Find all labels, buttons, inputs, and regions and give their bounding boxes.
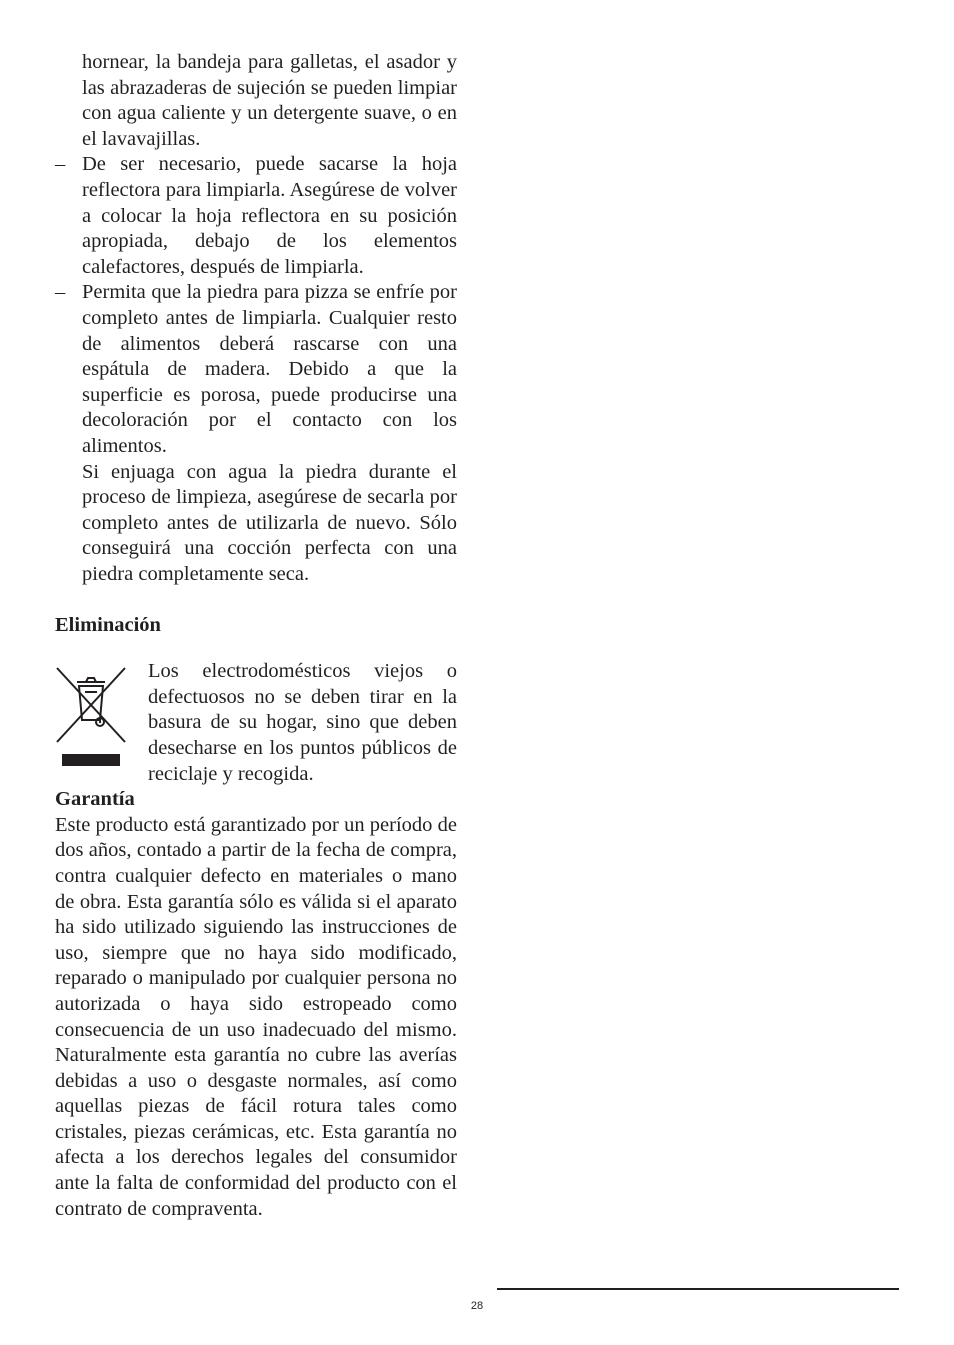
bullet-pizza-stone (55, 280, 457, 459)
bullet-text: De ser necesario, puede sacarse la hoja reflectora para limpiarla. Asegúrese de volver a colocar la hoja reflectora en su posición apropiada, debajo de los elementos calefactores, después de limpiarla. (82, 153, 457, 278)
disposal-section (55, 659, 457, 787)
cleaning-continuation-paragraph: hornear, la bandeja para galletas, el asador y las abrazaderas de sujeción se pueden limpiar con agua caliente y un detergente suave, o en el lavavajillas. (82, 51, 457, 150)
bullet-dash: – (55, 281, 66, 304)
bullet-text: Permita que la piedra para pizza se enfríe por completo antes de limpiarla. Cualquier resto de alimentos deberá rascarse con una espátula de madera. Debido a que la superficie es porosa, puede producirse una decoloración por el contacto con los alimentos. (82, 281, 457, 457)
disposal-heading: Eliminación (55, 614, 161, 637)
crossed-out-wheelie-bin-icon (55, 662, 127, 770)
footer-rule (497, 1288, 899, 1290)
warranty-heading: Garantía (55, 788, 135, 811)
bullet-reflector-sheet (55, 152, 457, 280)
disposal-text: Los electrodomésticos viejos o defectuosos no se deben tirar en la basura de su hogar, sino que deben desecharse en los puntos públicos de reciclaje y recogida. (148, 660, 457, 785)
page-number: 28 (470, 1300, 484, 1312)
warranty-text: Este producto está garantizado por un período de dos años, contado a partir de la fecha de compra, contra cualquier defecto en materiales o mano de obra. Esta garantía sólo es válida si el aparato ha sido utilizado siguiendo las instrucciones de uso, siempre que no haya sido modificado, reparado o manipulado por cualquier persona no autorizada o haya sido estropeado como consecuencia de un uso inadecuado del mismo. Naturalmente esta garantía no cubre las averías debidas a uso o desgaste normales, así como aquellas piezas de fácil rotura tales como cristales, piezas cerámicas, etc. Esta garantía no afecta a los derechos legales del consumidor ante la falta de conformidad del producto con el contrato de compraventa. (55, 813, 457, 1220)
text-column (55, 50, 457, 1222)
bullet-dash: – (55, 153, 66, 176)
pizza-stone-followup-paragraph: Si enjuaga con agua la piedra durante el proceso de limpieza, asegúrese de secarla por completo antes de utilizarla de nuevo. Sólo conseguirá una cocción perfecta con una piedra completamente seca. (82, 460, 457, 585)
